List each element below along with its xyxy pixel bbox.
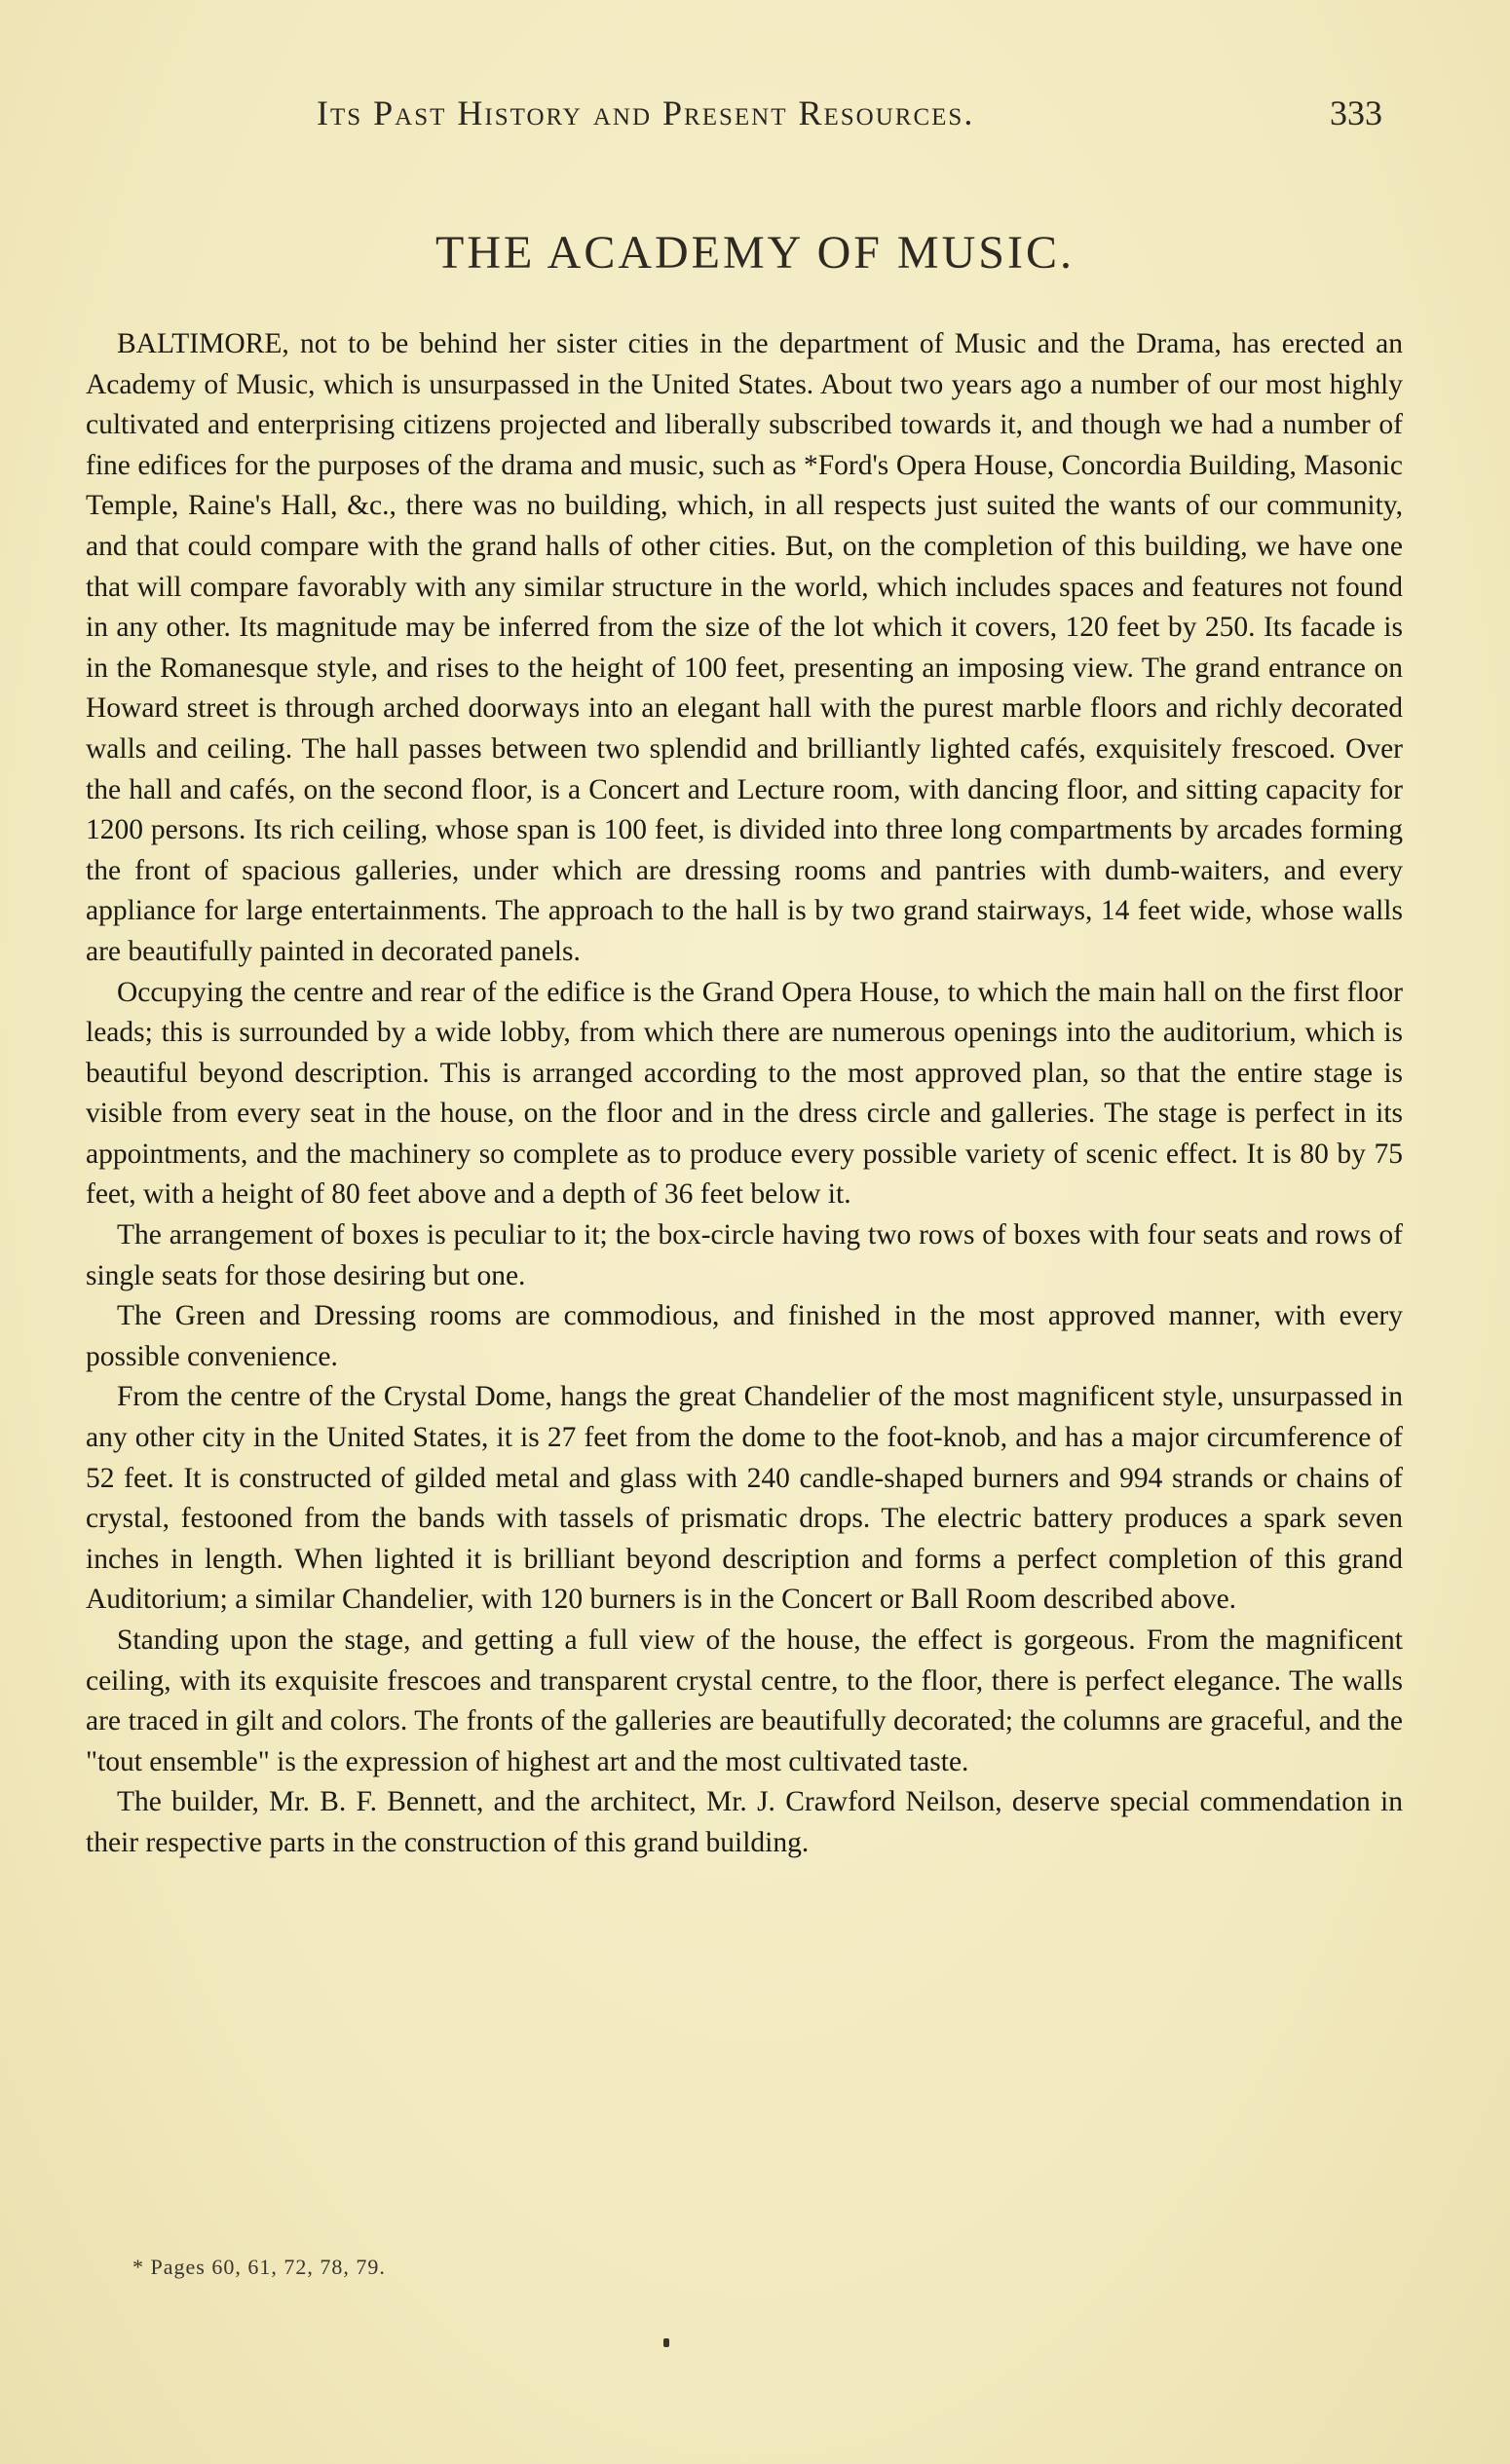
- article-body: [86, 324, 1403, 1864]
- paragraph-intro: BALTIMORE, not to be behind her sister cities in the department of Music and the Drama, has erected an Academy of Music, which is unsurpassed in the United States. About two years ago a number of our most highly cultivated and enterprising citizens projected and liberally subscribed towards it, and though we had a number of fine edifices for the purposes of the drama and music, such as *Ford's Opera House, Concordia Building, Masonic Temple, Raine's Hall, &c., there was no building, which, in all respects just suited the wants of our community, and that could compare with the grand halls of other cities. But, on the completion of this building, we have one that will compare favorably with any similar structure in the world, which includes spaces and features not found in any other. Its magnitude may be inferred from the size of the lot which it covers, 120 feet by 250. Its facade is in the Romanesque style, and rises to the height of 100 feet, presenting an imposing view. The grand entrance on Howard street is through arched doorways into an elegant hall with the purest marble floors and richly decorated walls and ceiling. The hall passes between two splendid and brilliantly lighted cafés, exquisitely frescoed. Over the hall and cafés, on the second floor, is a Concert and Lecture room, with dancing floor, and sitting capacity for 1200 persons. Its rich ceiling, whose span is 100 feet, is divided into three long compartments by arcades forming the front of spacious galleries, under which are dressing rooms and pantries with dumb-waiters, and every appliance for large entertainments. The approach to the hall is by two grand stairways, 14 feet wide, whose walls are beautifully painted in decorated panels.: [86, 328, 1403, 967]
- paragraph-builder: The builder, Mr. B. F. Bennett, and the architect, Mr. J. Crawford Neilson, deserve special commendation in their respective parts in the construction of this grand building.: [86, 1786, 1403, 1858]
- running-head: [0, 93, 1510, 141]
- page-number: 333: [1330, 93, 1382, 132]
- running-head-title: Its Past History and Present Resources.: [317, 93, 975, 132]
- paragraph-dressing-rooms: The Green and Dressing rooms are commodious, and finished in the most approved manner, with every possible convenience.: [86, 1300, 1403, 1372]
- paragraph-boxes: The arrangement of boxes is peculiar to it; the box-circle having two rows of boxes with four seats and rows of single seats for those desiring but one.: [86, 1219, 1403, 1291]
- paragraph-stage-view: Standing upon the stage, and getting a full view of the house, the effect is gorgeous. From the magnificent ceiling, with its exquisite frescoes and transparent crystal centre, to the floor, there is perfect elegance. The walls are traced in gilt and colors. The fronts of the galleries are beautifully decorated; the columns are graceful, and the "tout ensemble" is the expression of highest art and the most cultivated taste.: [86, 1624, 1403, 1777]
- article-title: THE ACADEMY OF MUSIC.: [435, 227, 1075, 279]
- footnote: * Pages 60, 61, 72, 78, 79.: [132, 2255, 386, 2279]
- paragraph-chandelier: From the centre of the Crystal Dome, hangs the great Chandelier of the most magnificent style, unsurpassed in any other city in the United States, it is 27 feet from the dome to the foot-knob, and has a major circumference of 52 feet. It is constructed of gilded metal and glass with 240 candle-shaped burners and 994 strands or chains of crystal, festooned from the bands with tassels of prismatic drops. The electric battery produces a spark seven inches in length. When lighted it is brilliant beyond description and forms a perfect completion of this grand Auditorium; a similar Chandelier, with 120 burners is in the Concert or Ball Room described above.: [86, 1381, 1403, 1616]
- print-mark: [663, 2338, 669, 2347]
- paragraph-opera-house: Occupying the centre and rear of the edifice is the Grand Opera House, to which the main hall on the first floor leads; this is surrounded by a wide lobby, from which there are numerous openings into the auditorium, which is beautiful beyond description. This is arranged according to the most approved plan, so that the entire stage is visible from every seat in the house, on the floor and in the dress circle and galleries. The stage is perfect in its appointments, and the machinery so complete as to produce every possible variety of scenic effect. It is 80 by 75 feet, with a height of 80 feet above and a depth of 36 feet below it.: [86, 976, 1403, 1211]
